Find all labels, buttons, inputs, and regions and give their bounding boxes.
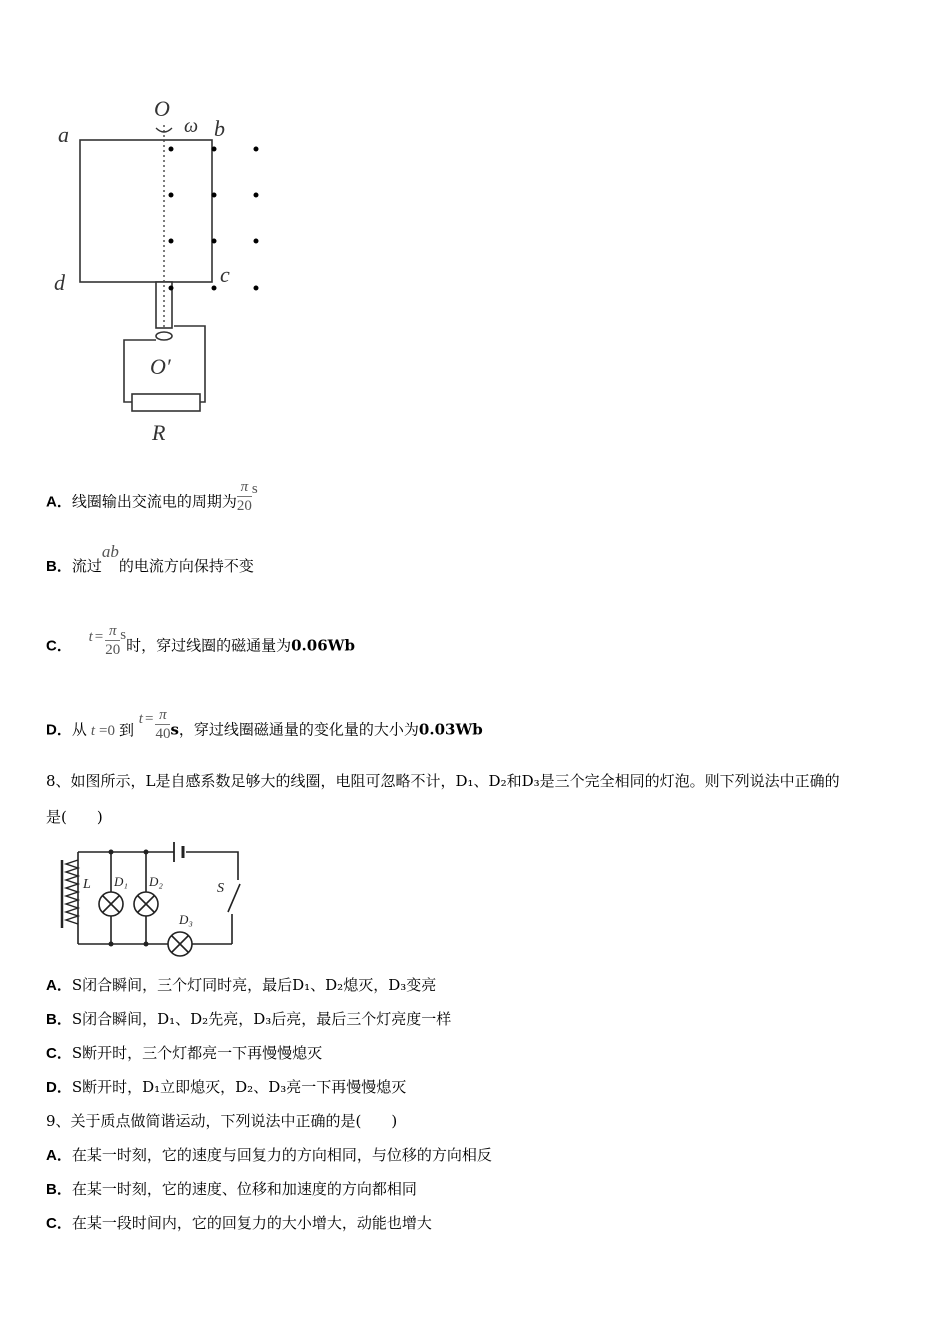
q8-stem-line2: 是( ) [46, 808, 103, 826]
q7-option-c[interactable]: C． t = $\frac{\pi}{20}$ s时，穿过线圈的磁通量为0.06Wb [46, 623, 355, 658]
label-D1: D₁ [114, 874, 128, 889]
q7-option-d[interactable]: D．从 t =0 到 t = $\frac{\pi}{40}$ s，穿过线圈磁通量的变化量的大小为0.03Wb [46, 707, 483, 742]
q9-stem: 9、关于质点做简谐运动，下列说法中正确的是( ) [46, 1112, 398, 1130]
label-a: a [58, 122, 69, 147]
q7-c-fraction: $\frac{\pi}{20}$ [105, 623, 121, 658]
label-L: L [83, 877, 91, 892]
q7-a-fraction: $\frac{\pi}{20}$ [236, 479, 252, 514]
slip-ring [156, 332, 172, 340]
q7-option-a[interactable]: A．线圈输出交流电的周期为 $\frac{\pi}{20}$ s [46, 479, 258, 514]
label-O-prime: O′ [150, 354, 171, 379]
q7-d-fraction: $\frac{\pi}{40}$ [155, 707, 171, 742]
inductor-L [66, 860, 78, 924]
q8-option-a[interactable]: A．S闭合瞬间，三个灯同时亮，最后D₁、D₂熄灭，D₃变亮 [46, 976, 437, 994]
circuit-figure [56, 836, 256, 964]
coil-figure [40, 90, 280, 450]
label-d: d [54, 270, 65, 295]
label-S: S [217, 881, 224, 896]
q7-option-b[interactable]: B．流过ab的电流方向保持不变 [46, 542, 254, 575]
q9-option-b[interactable]: B．在某一时刻，它的速度、位移和加速度的方向都相同 [46, 1180, 417, 1198]
label-D3: D₃ [179, 912, 193, 927]
magnetic-field-dots [169, 147, 259, 291]
label-D2: D₂ [149, 874, 163, 889]
q8-option-b[interactable]: B．S闭合瞬间，D₁、D₂先亮，D₃后亮，最后三个灯亮度一样 [46, 1010, 452, 1028]
q8-option-d[interactable]: D．S断开时，D₁立即熄灭，D₂、D₃亮一下再慢慢熄灭 [46, 1078, 407, 1096]
q9-option-c[interactable]: C．在某一段时间内，它的回复力的大小增大，动能也增大 [46, 1214, 432, 1232]
label-O: O [154, 96, 170, 121]
label-b: b [214, 116, 225, 141]
q8-option-c[interactable]: C．S断开时，三个灯都亮一下再慢慢熄灭 [46, 1044, 323, 1062]
label-R: R [152, 420, 166, 445]
coil-rect [80, 140, 212, 282]
resistor-R [132, 394, 200, 411]
label-c: c [220, 262, 230, 287]
q9-option-a[interactable]: A．在某一时刻，它的速度与回复力的方向相同，与位移的方向相反 [46, 1146, 492, 1164]
label-omega: ω [184, 115, 199, 137]
circuit-right-wire [174, 326, 205, 402]
switch-lever [228, 884, 240, 912]
q8-stem-line1: 8、如图所示，L是自感系数足够大的线圈，电阻可忽略不计，D₁、D₂和D₃是三个完全相同的灯泡。则下列说法中正确的 [46, 772, 840, 790]
